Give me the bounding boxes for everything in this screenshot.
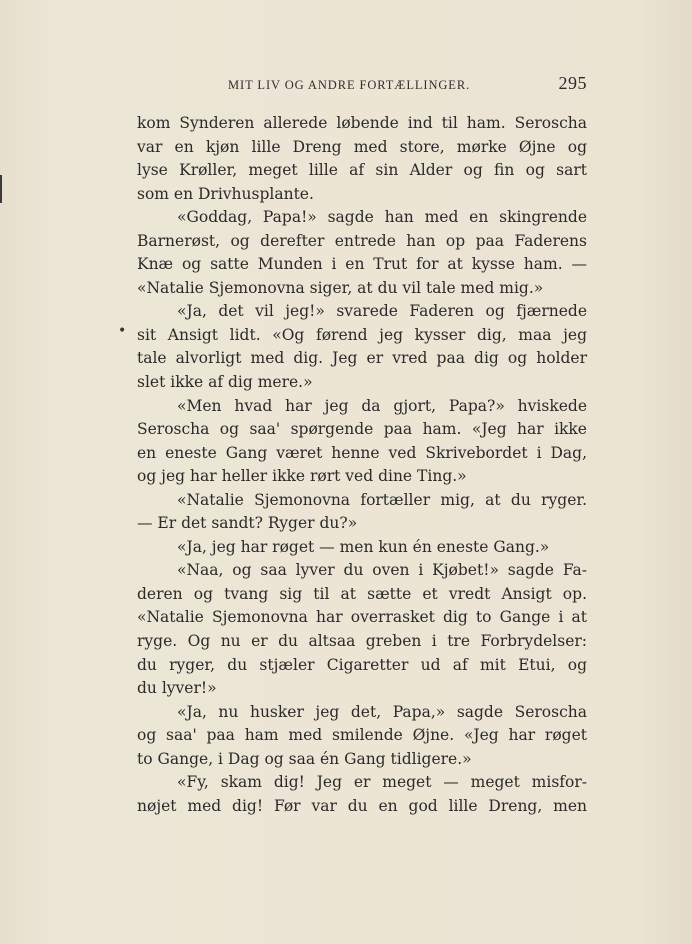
body-text xyxy=(137,112,587,818)
text-line: «Natalie Sjemonovna siger, at du vil tale med mig.» xyxy=(137,278,544,297)
page-edge-mark xyxy=(0,175,2,203)
text-line: du ryger, du stjæler Cigaretter ud af mit Etui, og xyxy=(137,655,587,674)
text-line: «Natalie Sjemonovna fortæller mig, at du ryger. xyxy=(177,490,587,509)
running-title: MIT LIV OG ANDRE FORTÆLLINGER. xyxy=(228,78,471,92)
text-line: ryge. Og nu er du altsaa greben i tre Forbrydelser: xyxy=(137,632,587,651)
margin-mark: • xyxy=(118,323,127,339)
text-line: tale alvorligt med dig. Jeg er vred paa dig og holder xyxy=(137,349,587,368)
text-line: og saa' paa ham med smilende Øjne. «Jeg har røget xyxy=(137,726,587,745)
text-line: som en Drivhusplante. xyxy=(137,184,314,203)
text-line: «Fy, skam dig! Jeg er meget — meget misfor- xyxy=(177,773,587,792)
text-line: «Natalie Sjemonovna har overrasket dig to Gange i at xyxy=(137,608,587,627)
page-number: 295 xyxy=(558,73,587,93)
text-line: en eneste Gang været henne ved Skrivebordet i Dag, xyxy=(137,443,587,462)
text-line: «Men hvad har jeg da gjort, Papa?» hviskede xyxy=(177,396,587,415)
text-line: «Naa, og saa lyver du oven i Kjøbet!» sagde Fa- xyxy=(177,561,587,580)
text-line: sit Ansigt lidt. «Og førend jeg kysser dig, maa jeg xyxy=(137,325,587,344)
text-line: nøjet med dig! Før var du en god lille Dreng, men xyxy=(137,796,587,815)
text-line: «Goddag, Papa!» sagde han med en skingrende xyxy=(177,208,587,227)
text-line: var en kjøn lille Dreng med store, mørke Øjne og xyxy=(137,137,587,156)
page-header xyxy=(228,73,587,95)
text-line: «Ja, det vil jeg!» svarede Faderen og fjærnede xyxy=(177,302,587,321)
text-line: «Ja, jeg har røget — men kun én eneste Gang.» xyxy=(177,537,550,556)
text-line: «Ja, nu husker jeg det, Papa,» sagde Seroscha xyxy=(177,702,587,721)
text-line: og jeg har heller ikke rørt ved dine Ting.» xyxy=(137,467,467,486)
text-line: — Er det sandt? Ryger du?» xyxy=(137,514,358,533)
text-line: Knæ og satte Munden i en Trut for at kysse ham. — xyxy=(137,255,587,274)
text-line: slet ikke af dig mere.» xyxy=(137,373,313,392)
text-line: deren og tvang sig til at sætte et vredt Ansigt op. xyxy=(137,584,587,603)
text-line: kom Synderen allerede løbende ind til ham. Seroscha xyxy=(137,114,587,132)
text-line: du lyver!» xyxy=(137,679,217,698)
text-line: to Gange, i Dag og saa én Gang tidligere.» xyxy=(137,749,472,768)
text-line: lyse Krøller, meget lille af sin Alder og fin og sart xyxy=(137,161,587,180)
text-line: Barnerøst, og derefter entrede han op paa Faderens xyxy=(137,231,587,250)
text-line: Seroscha og saa' spørgende paa ham. «Jeg har ikke xyxy=(137,420,587,439)
